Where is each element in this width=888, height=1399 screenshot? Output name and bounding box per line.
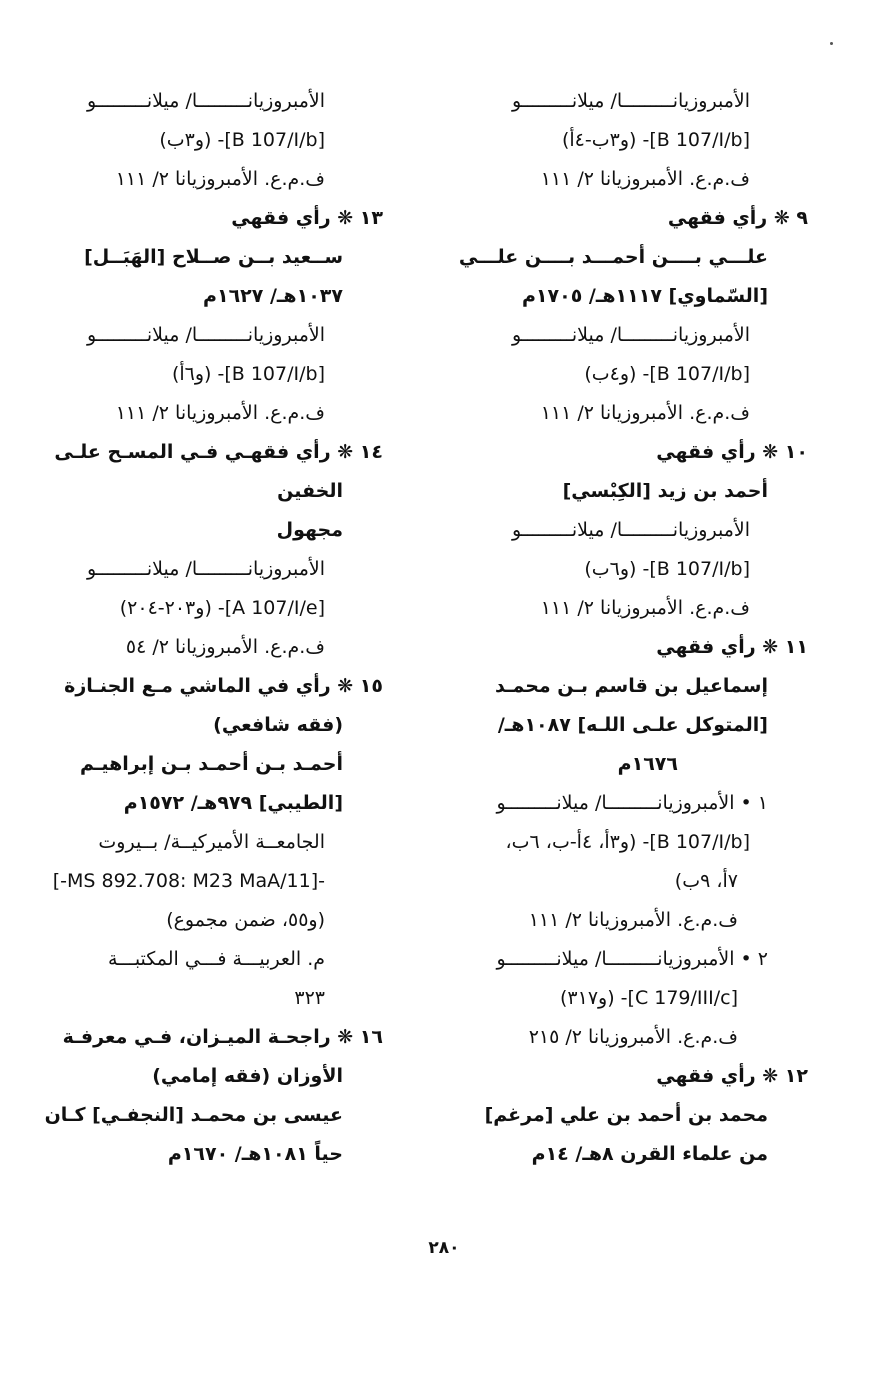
- right-column-line: علـــي بــــن أحمـــد بــــن علـــي: [458, 246, 768, 268]
- left-column-line: [A 107/I/e]- (و٢٠٣-٢٠٤): [119, 597, 325, 619]
- right-column-line: [المتوكل علـى اللـه] ١٠٨٧هـ/: [497, 714, 768, 736]
- left-column-line: الخفين: [277, 480, 343, 502]
- right-column-line: أحمد بن زيد [الكِبْسي]: [562, 480, 768, 502]
- right-column: [423, 82, 808, 1174]
- right-column-line: [B 107/I/b]- (و٣ب-٤أ): [561, 129, 750, 151]
- right-column-line: ٧أ، ٩ب): [674, 870, 738, 892]
- left-column-line: ١٥ ❋ رأي في الماشي مـع الجنـازة: [64, 675, 383, 697]
- left-column-line: م. العربيـــة فـــي المكتبـــة: [107, 948, 325, 970]
- left-column: [0, 82, 383, 1174]
- left-column-line: ١٦ ❋ راجحـة الميـزان، فـي معرفـة: [62, 1026, 383, 1048]
- right-column-line: ١٦٧٦م: [617, 753, 678, 775]
- right-column-line: ف.م.ع. الأمبروزيانا ٢/ ١١١: [528, 909, 738, 931]
- left-column-line: ١٠٣٧هـ/ ١٦٢٧م: [203, 285, 343, 307]
- right-column-line: ١١ ❋ رأي فقهي: [656, 636, 808, 658]
- right-column-line: ١ • الأمبروزيانـــــــــا/ ميلانـــــــــو: [496, 792, 768, 814]
- right-column-line: ١٢ ❋ رأي فقهي: [656, 1065, 808, 1087]
- left-column-line: ١٣ ❋ رأي فقهي: [231, 207, 383, 229]
- left-column-line: الأمبروزيانـــــــــا/ ميلانـــــــــو: [86, 90, 325, 112]
- left-column-line: أحمـد بـن أحمـد بـن إبراهيـم: [79, 753, 343, 775]
- left-column-line: مجهول: [276, 519, 343, 541]
- right-column-line: الأمبروزيانـــــــــا/ ميلانـــــــــو: [511, 324, 750, 346]
- left-column-line: [B 107/I/b]- (و٣ب): [159, 129, 325, 151]
- left-column-line: الأمبروزيانـــــــــا/ ميلانـــــــــو: [86, 324, 325, 346]
- right-column-line: [C 179/III/c]- (و٣١٧): [559, 987, 738, 1009]
- left-column-line: -[MS 892.708: M23 MaA/11-]: [52, 870, 325, 892]
- left-column-line: ٣٢٣: [294, 987, 325, 1009]
- right-column-line: ٢ • الأمبروزيانـــــــــا/ ميلانـــــــــو: [496, 948, 768, 970]
- right-column-line: إسماعيل بن قاسم بـن محمـد: [494, 675, 768, 697]
- left-column-line: الجامعــة الأميركيــة/ بــيروت: [98, 831, 325, 853]
- left-column-line: عيسى بن محمـد [النجفـي] كـان: [44, 1104, 343, 1126]
- left-column-line: (و٥٥، ضمن مجموع): [166, 909, 325, 931]
- right-column-line: ف.م.ع. الأمبروزيانا ٢/ ١١١: [540, 402, 750, 424]
- left-column-line: ف.م.ع. الأمبروزيانا ٢/ ١١١: [115, 402, 325, 424]
- page-number: ٢٨٠: [428, 1238, 460, 1258]
- right-column-line: ٩ ❋ رأي فقهي: [667, 207, 808, 229]
- left-column-line: ١٤ ❋ رأي فقهـي فـي المسـح علـى: [54, 441, 383, 463]
- left-column-line: الأوزان (فقه إمامي): [152, 1065, 343, 1087]
- left-column-line: [الطيبي] ٩٧٩هـ/ ١٥٧٢م: [123, 792, 343, 814]
- left-column-line: الأمبروزيانـــــــــا/ ميلانـــــــــو: [86, 558, 325, 580]
- left-column-line: ســعيد بــن صــلاح [الهَبَــل]: [84, 246, 343, 268]
- left-column-line: ف.م.ع. الأمبروزيانا ٢/ ١١١: [115, 168, 325, 190]
- scan-speck: [830, 42, 833, 45]
- left-column-line: [B 107/I/b]- (و٦أ): [171, 363, 325, 385]
- right-column-line: من علماء القرن ٨هـ/ ١٤م: [531, 1143, 768, 1165]
- right-column-line: [B 107/I/b]- (و٦ب): [584, 558, 750, 580]
- left-column-line: (فقه شافعي): [213, 714, 343, 736]
- right-column-line: [السّماوي] ١١١٧هـ/ ١٧٠٥م: [521, 285, 768, 307]
- right-column-line: ١٠ ❋ رأي فقهي: [656, 441, 808, 463]
- right-column-line: [B 107/I/b]- (و٤ب): [584, 363, 750, 385]
- right-column-line: [B 107/I/b]- (و٣أ، ٤أ-ب، ٦ب،: [505, 831, 750, 853]
- left-column-line: ف.م.ع. الأمبروزيانا ٢/ ٥٤: [125, 636, 325, 658]
- right-column-line: ف.م.ع. الأمبروزيانا ٢/ ٢١٥: [528, 1026, 738, 1048]
- right-column-line: محمد بن أحمد بن علي [مرغم]: [484, 1104, 768, 1126]
- left-column-line: حياً ١٠٨١هـ/ ١٦٧٠م: [167, 1143, 343, 1165]
- right-column-line: ف.م.ع. الأمبروزيانا ٢/ ١١١: [540, 168, 750, 190]
- right-column-line: ف.م.ع. الأمبروزيانا ٢/ ١١١: [540, 597, 750, 619]
- right-column-line: الأمبروزيانـــــــــا/ ميلانـــــــــو: [511, 90, 750, 112]
- right-column-line: الأمبروزيانـــــــــا/ ميلانـــــــــو: [511, 519, 750, 541]
